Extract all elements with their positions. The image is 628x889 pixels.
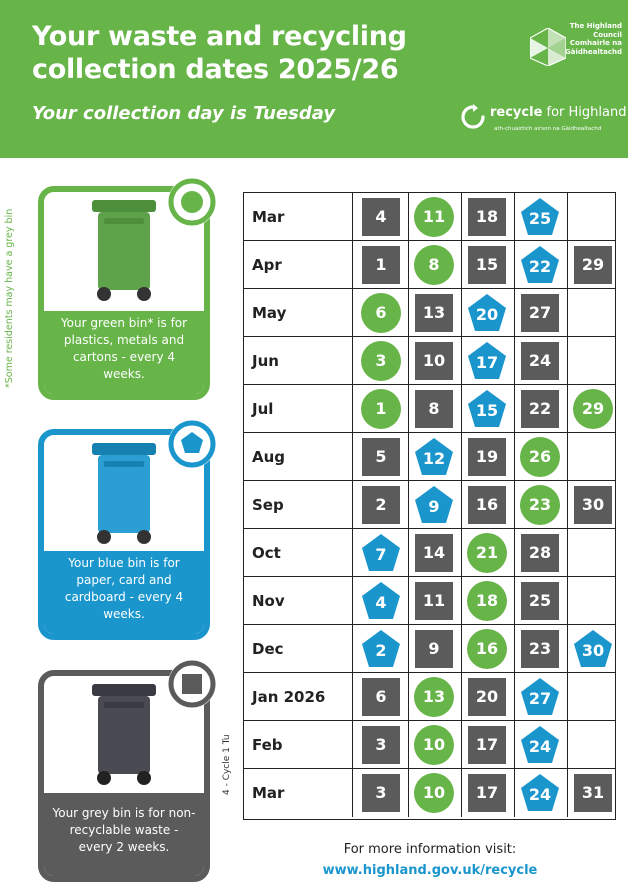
- date-number: 3: [375, 783, 387, 802]
- date-cell: [408, 769, 460, 816]
- grey-bin-description: Your grey bin is for non-recyclable waste - every 2 weeks.: [44, 793, 204, 876]
- date-number: 20: [475, 305, 499, 324]
- council-line: Council: [593, 30, 622, 39]
- date-number: 5: [375, 447, 387, 466]
- schedule-row: [244, 385, 615, 433]
- date-cell: [514, 529, 566, 576]
- blue-bin-collection-date: [361, 533, 401, 573]
- collection-schedule-table: [243, 192, 616, 820]
- date-number: 19: [475, 447, 499, 466]
- date-number: 20: [475, 687, 499, 706]
- grey-bin-collection-date: [362, 246, 400, 284]
- date-cell: [408, 625, 460, 672]
- date-number: 29: [581, 399, 605, 418]
- grey-bin-collection-date: [362, 486, 400, 524]
- date-number: 30: [581, 641, 605, 660]
- grey-bin-collection-date: [415, 390, 453, 428]
- grey-bin-collection-date: [468, 246, 506, 284]
- date-cell: [408, 193, 460, 240]
- date-cell: [355, 337, 407, 384]
- grey-bin-collection-date: [468, 438, 506, 476]
- green-bin-collection-date: [414, 677, 454, 717]
- grey-bin-badge: [168, 660, 216, 708]
- green-bin-collection-date: [467, 533, 507, 573]
- date-cell: [461, 577, 513, 624]
- date-number: 15: [475, 255, 499, 274]
- date-number: 11: [422, 207, 446, 226]
- date-cell: [355, 577, 407, 624]
- column-divider: [567, 193, 568, 240]
- date-number: 16: [475, 639, 499, 658]
- date-number: 4: [375, 207, 387, 226]
- column-divider: [352, 769, 353, 817]
- date-cell: [514, 625, 566, 672]
- date-cell: [514, 241, 566, 288]
- blue-bin-collection-date: [414, 437, 454, 477]
- date-cell: [461, 385, 513, 432]
- green-bin-collection-date: [573, 389, 613, 429]
- highland-council-logo: [522, 20, 622, 72]
- column-divider: [352, 337, 353, 384]
- date-cell: [461, 337, 513, 384]
- date-cell: [514, 481, 566, 528]
- blue-bin-collection-date: [573, 629, 613, 669]
- column-divider: [352, 193, 353, 240]
- date-cell: [408, 481, 460, 528]
- grey-bin-collection-date: [574, 486, 612, 524]
- blue-wheelie-bin-icon: [88, 441, 160, 549]
- date-number: 17: [475, 783, 499, 802]
- date-number: 10: [422, 783, 446, 802]
- column-divider: [352, 625, 353, 672]
- grey-bin-collection-date: [415, 294, 453, 332]
- grey-bin-footnote: *Some residents may have a grey bin: [4, 208, 15, 388]
- cycle-code: 4 - Cycle 1 Tu: [222, 734, 232, 795]
- page-title: Your waste and recycling collection dates 2025/26: [32, 21, 407, 85]
- date-cell: [461, 193, 513, 240]
- date-number: 10: [422, 735, 446, 754]
- grey-bin-collection-date: [521, 582, 559, 620]
- date-cell: [461, 433, 513, 480]
- date-number: 7: [375, 545, 387, 564]
- grey-bin-collection-date: [468, 678, 506, 716]
- date-number: 6: [375, 303, 387, 322]
- date-number: 18: [475, 591, 499, 610]
- date-number: 29: [581, 255, 605, 274]
- grey-bin-collection-date: [468, 726, 506, 764]
- date-cell: [567, 241, 619, 288]
- month-label: Oct: [252, 543, 281, 562]
- date-cell: [461, 769, 513, 816]
- schedule-row: [244, 481, 615, 529]
- column-divider: [567, 673, 568, 720]
- blue-bin-collection-date: [467, 389, 507, 429]
- date-number: 2: [375, 641, 387, 660]
- recycle-logo-bold: recycle: [490, 105, 543, 120]
- schedule-row: [244, 577, 615, 625]
- date-cell: [461, 721, 513, 768]
- blue-bin-collection-date: [520, 677, 560, 717]
- date-cell: [461, 625, 513, 672]
- date-cell: [514, 433, 566, 480]
- date-cell: [567, 481, 619, 528]
- date-number: 8: [428, 399, 440, 418]
- schedule-row: [244, 337, 615, 385]
- month-label: May: [252, 303, 287, 322]
- date-cell: [514, 769, 566, 816]
- date-cell: [408, 529, 460, 576]
- date-cell: [461, 529, 513, 576]
- date-cell: [408, 289, 460, 336]
- date-cell: [355, 625, 407, 672]
- column-divider: [567, 433, 568, 480]
- recycle-for-highland-logo: [460, 104, 627, 140]
- date-cell: [355, 385, 407, 432]
- schedule-row: [244, 673, 615, 721]
- collection-day-subtitle: Your collection day is Tuesday: [32, 103, 336, 124]
- blue-bin-collection-date: [520, 725, 560, 765]
- date-cell: [461, 289, 513, 336]
- date-number: 22: [528, 257, 552, 276]
- date-cell: [355, 433, 407, 480]
- green-bin-collection-date: [520, 485, 560, 525]
- blue-pentagon-icon: [168, 420, 216, 468]
- date-number: 23: [528, 639, 552, 658]
- date-number: 27: [528, 303, 552, 322]
- schedule-row: [244, 193, 615, 241]
- date-cell: [514, 577, 566, 624]
- green-bin-description: Your green bin* is for plastics, metals and cartons - every 4 weeks.: [44, 311, 204, 394]
- column-divider: [352, 577, 353, 624]
- month-label: Nov: [252, 591, 285, 610]
- column-divider: [567, 289, 568, 336]
- green-bin-collection-date: [414, 725, 454, 765]
- date-cell: [514, 721, 566, 768]
- column-divider: [567, 337, 568, 384]
- column-divider: [567, 577, 568, 624]
- date-number: 1: [375, 255, 387, 274]
- date-cell: [514, 289, 566, 336]
- date-cell: [408, 385, 460, 432]
- month-label: Aug: [252, 447, 286, 466]
- blue-bin-collection-date: [467, 341, 507, 381]
- date-number: 24: [528, 351, 552, 370]
- grey-bin-collection-date: [362, 198, 400, 236]
- blue-bin-collection-date: [361, 629, 401, 669]
- date-number: 13: [422, 303, 446, 322]
- date-cell: [514, 673, 566, 720]
- date-number: 9: [428, 639, 440, 658]
- recycle-logo-rest: for Highland: [542, 105, 627, 120]
- date-number: 21: [475, 543, 499, 562]
- blue-bin-badge: [168, 420, 216, 468]
- date-cell: [461, 481, 513, 528]
- green-bin-collection-date: [414, 245, 454, 285]
- grey-bin-collection-date: [468, 198, 506, 236]
- date-cell: [514, 193, 566, 240]
- date-cell: [355, 673, 407, 720]
- green-bin-collection-date: [414, 197, 454, 237]
- date-number: 26: [528, 447, 552, 466]
- blue-bin-collection-date: [361, 581, 401, 621]
- month-label: Mar: [252, 207, 285, 226]
- recycle-website-link[interactable]: www.highland.gov.uk/recycle: [322, 863, 538, 878]
- column-divider: [352, 241, 353, 288]
- date-cell: [355, 481, 407, 528]
- green-bin-collection-date: [361, 341, 401, 381]
- date-number: 6: [375, 687, 387, 706]
- date-cell: [567, 769, 619, 816]
- grey-bin-collection-date: [521, 534, 559, 572]
- column-divider: [352, 481, 353, 528]
- council-line: The Highland: [569, 22, 622, 30]
- date-cell: [408, 337, 460, 384]
- grey-bin-collection-date: [521, 630, 559, 668]
- month-label: Mar: [252, 783, 285, 802]
- blue-bin-collection-date: [520, 197, 560, 237]
- date-number: 12: [422, 449, 446, 468]
- schedule-row: [244, 625, 615, 673]
- month-label: Feb: [252, 735, 283, 754]
- date-number: 17: [475, 353, 499, 372]
- grey-bin-collection-date: [574, 774, 612, 812]
- green-bin-collection-date: [414, 773, 454, 813]
- date-number: 18: [475, 207, 499, 226]
- month-label: Dec: [252, 639, 284, 658]
- date-number: 9: [428, 497, 440, 516]
- footer: [300, 842, 560, 878]
- blue-bin-collection-date: [520, 245, 560, 285]
- grey-bin-collection-date: [521, 390, 559, 428]
- grey-square-icon: [168, 660, 216, 708]
- schedule-row: [244, 289, 615, 337]
- green-bin-collection-date: [467, 629, 507, 669]
- schedule-row: [244, 529, 615, 577]
- date-number: 22: [528, 399, 552, 418]
- grey-bin-collection-date: [468, 774, 506, 812]
- more-info-text: For more information visit:: [343, 842, 517, 857]
- date-cell: [355, 529, 407, 576]
- month-label: Jul: [252, 399, 274, 418]
- grey-bin-collection-date: [362, 726, 400, 764]
- blue-bin-collection-date: [520, 773, 560, 813]
- date-cell: [355, 193, 407, 240]
- date-cell: [355, 721, 407, 768]
- date-cell: [461, 673, 513, 720]
- grey-bin-collection-date: [521, 342, 559, 380]
- date-cell: [408, 241, 460, 288]
- column-divider: [352, 673, 353, 720]
- date-number: 2: [375, 495, 387, 514]
- date-number: 24: [528, 785, 552, 804]
- blue-bin-description: Your blue bin is for paper, card and cardboard - every 4 weeks.: [44, 551, 204, 634]
- recycle-arrow-icon: [460, 104, 486, 130]
- date-cell: [408, 673, 460, 720]
- grey-bin-collection-date: [415, 342, 453, 380]
- date-cell: [567, 625, 619, 672]
- grey-bin-collection-date: [362, 678, 400, 716]
- green-bin-collection-date: [467, 581, 507, 621]
- grey-bin-collection-date: [362, 438, 400, 476]
- column-divider: [352, 721, 353, 768]
- month-label: Jan 2026: [252, 687, 326, 706]
- blue-bin-collection-date: [467, 293, 507, 333]
- date-number: 13: [422, 687, 446, 706]
- green-bin-collection-date: [520, 437, 560, 477]
- green-bin-badge: [168, 178, 216, 226]
- green-wheelie-bin-icon: [88, 198, 160, 306]
- green-bin-collection-date: [361, 389, 401, 429]
- date-number: 28: [528, 543, 552, 562]
- month-label: Jun: [252, 351, 279, 370]
- date-number: 16: [475, 495, 499, 514]
- date-cell: [567, 385, 619, 432]
- date-cell: [408, 433, 460, 480]
- date-number: 25: [528, 209, 552, 228]
- blue-bin-collection-date: [414, 485, 454, 525]
- column-divider: [352, 433, 353, 480]
- date-cell: [514, 337, 566, 384]
- date-cell: [408, 721, 460, 768]
- grey-bin-collection-date: [521, 294, 559, 332]
- grey-wheelie-bin-icon: [88, 682, 160, 790]
- date-number: 3: [375, 735, 387, 754]
- column-divider: [352, 385, 353, 432]
- date-number: 24: [528, 737, 552, 756]
- date-number: 23: [528, 495, 552, 514]
- green-bin-collection-date: [361, 293, 401, 333]
- council-line: Comhairle na: [569, 39, 622, 47]
- date-number: 14: [422, 543, 446, 562]
- column-divider: [352, 289, 353, 336]
- date-number: 30: [581, 495, 605, 514]
- date-number: 27: [528, 689, 552, 708]
- date-number: 4: [375, 593, 387, 612]
- green-circle-icon: [168, 178, 216, 226]
- council-line: Gàidhealtachd: [565, 47, 622, 56]
- date-number: 3: [375, 351, 387, 370]
- month-label: Sep: [252, 495, 284, 514]
- date-number: 10: [422, 351, 446, 370]
- date-number: 11: [422, 591, 446, 610]
- recycle-logo-gaelic: ath-chuairtich airson na Gàidhealtachd: [494, 126, 602, 132]
- grey-bin-collection-date: [415, 582, 453, 620]
- grey-bin-collection-date: [362, 774, 400, 812]
- schedule-row: [244, 721, 615, 769]
- header-banner: [0, 0, 628, 158]
- date-cell: [514, 385, 566, 432]
- date-number: 17: [475, 735, 499, 754]
- schedule-row: [244, 433, 615, 481]
- date-number: 15: [475, 401, 499, 420]
- column-divider: [567, 721, 568, 768]
- grey-bin-collection-date: [415, 534, 453, 572]
- date-cell: [461, 241, 513, 288]
- date-cell: [355, 241, 407, 288]
- date-cell: [355, 769, 407, 816]
- grey-bin-collection-date: [574, 246, 612, 284]
- date-number: 31: [581, 783, 605, 802]
- column-divider: [352, 529, 353, 576]
- date-number: 25: [528, 591, 552, 610]
- column-divider: [567, 529, 568, 576]
- date-number: 1: [375, 399, 387, 418]
- date-cell: [355, 289, 407, 336]
- month-label: Apr: [252, 255, 282, 274]
- schedule-row: [244, 241, 615, 289]
- schedule-row: [244, 769, 615, 817]
- grey-bin-collection-date: [415, 630, 453, 668]
- date-cell: [408, 577, 460, 624]
- grey-bin-collection-date: [468, 486, 506, 524]
- date-number: 8: [428, 255, 440, 274]
